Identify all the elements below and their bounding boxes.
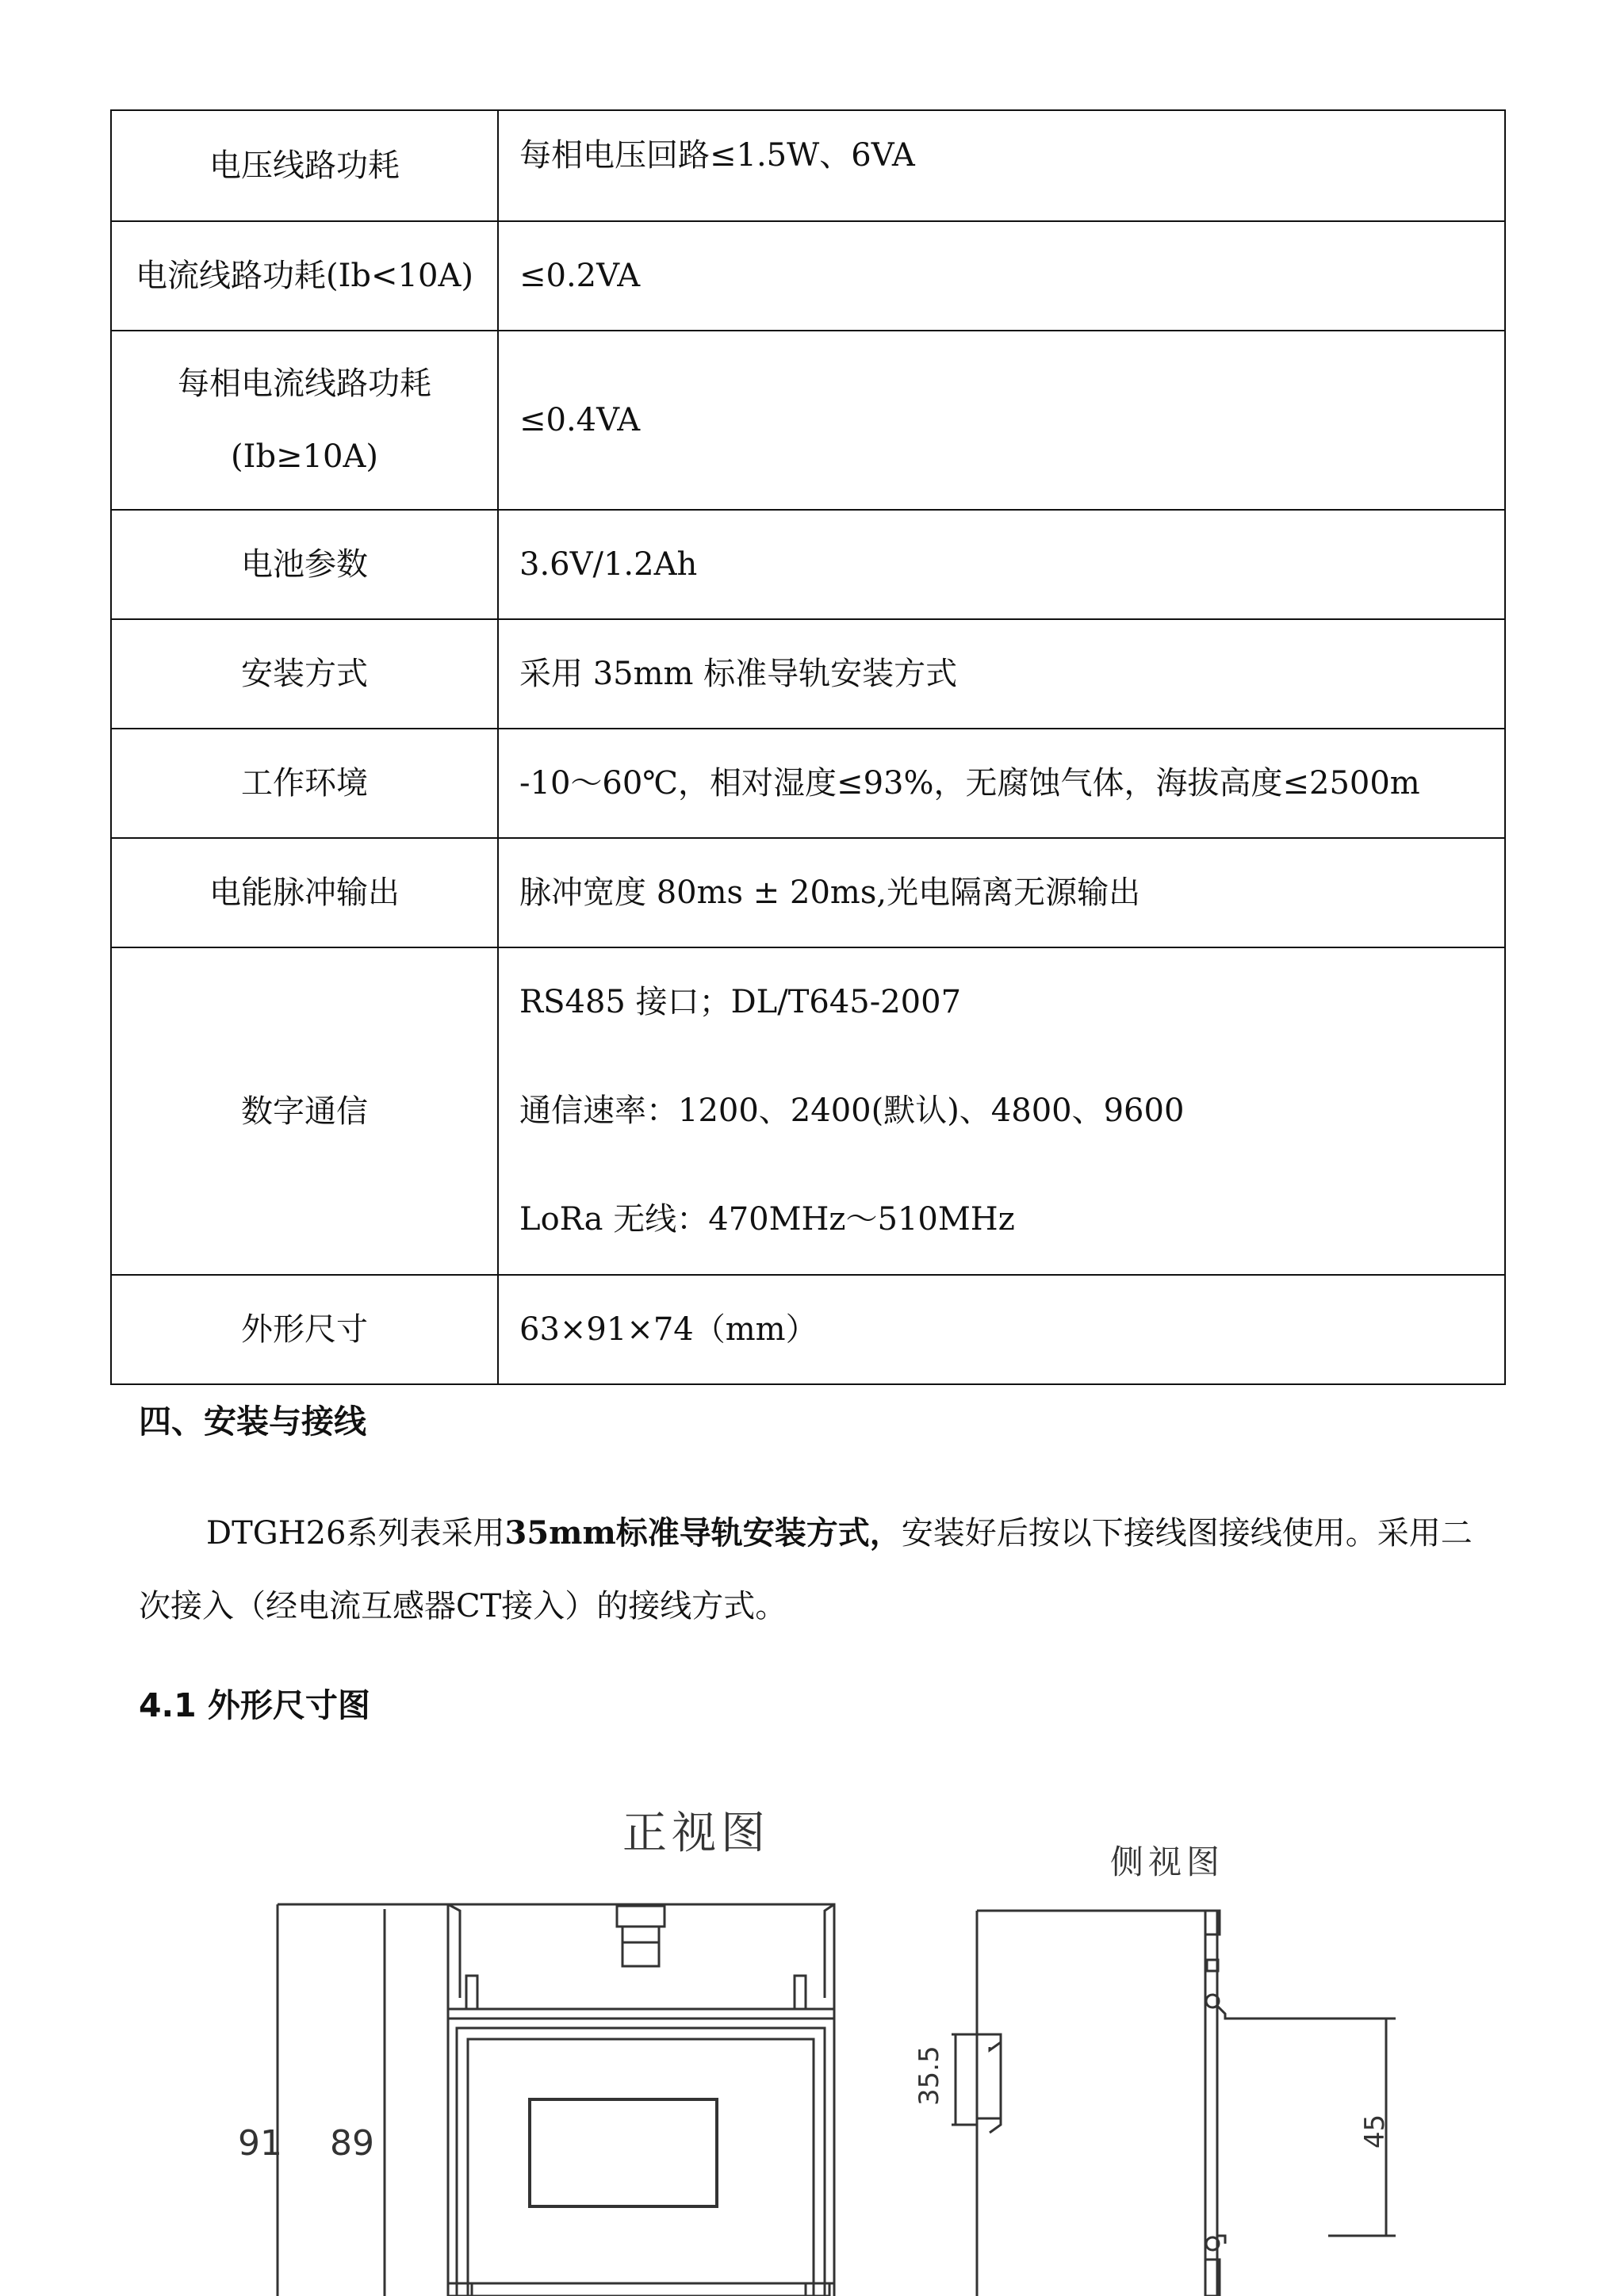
- spec-label: 电流线路功耗(Ib<10A): [111, 221, 498, 331]
- side-view-title: 侧视图: [1110, 1843, 1225, 1881]
- spec-value: 采用 35mm 标准导轨安装方式: [498, 619, 1505, 729]
- paragraph-text: DTGH26系列表采用: [206, 1515, 505, 1552]
- spec-value: 63×91×74（mm）: [498, 1275, 1505, 1384]
- spec-value: ≤0.4VA: [498, 331, 1505, 510]
- subsection-heading: 4.1 外形尺寸图: [139, 1686, 370, 1724]
- spec-label: 电压线路功耗: [111, 110, 498, 221]
- spec-label-line: (Ib≥10A): [231, 438, 378, 475]
- spec-label-line: 每相电流线路功耗: [178, 365, 431, 402]
- side-view: [952, 1911, 1396, 2296]
- dimension-35-5-label: 35.5: [914, 2045, 945, 2106]
- front-view: [278, 1904, 834, 2296]
- dimension-89-label: 89: [330, 2123, 374, 2164]
- paragraph-bold-text: 35mm标准导轨安装方式，: [504, 1514, 902, 1552]
- paragraph-text: 安装好后按以下接线图接线使用。采用二次接入（经电流互感器CT接入）的接线方式。: [139, 1515, 1473, 1624]
- comm-line: LoRa 无线：470MHz～510MHz: [519, 1201, 1015, 1238]
- spec-label: 安装方式: [111, 619, 498, 729]
- spec-value: ≤0.2VA: [498, 221, 1505, 331]
- spec-label: 电池参数: [111, 510, 498, 619]
- comm-line: RS485 接口；DL/T645-2007: [519, 984, 962, 1020]
- dimension-91-label: 91: [238, 2123, 282, 2164]
- dimension-45-label: 45: [1359, 2114, 1391, 2149]
- spec-value: -10～60℃，相对湿度≤93%，无腐蚀气体，海拔高度≤2500m: [498, 729, 1505, 838]
- spec-value: 3.6V/1.2Ah: [498, 510, 1505, 619]
- front-view-title: 正视图: [622, 1808, 770, 1859]
- spec-label: 数字通信: [111, 947, 498, 1275]
- section-heading: 四、安装与接线: [139, 1402, 366, 1441]
- spec-label: 工作环境: [111, 729, 498, 838]
- spec-label: 外形尺寸: [111, 1275, 498, 1384]
- spec-value: 每相电压回路≤1.5W、6VA: [498, 110, 1505, 221]
- spec-label: 电能脉冲输出: [111, 838, 498, 947]
- spec-value: 脉冲宽度 80ms ± 20ms,光电隔离无源输出: [498, 838, 1505, 947]
- comm-line: 通信速率：1200、2400(默认)、4800、9600: [519, 1093, 1185, 1129]
